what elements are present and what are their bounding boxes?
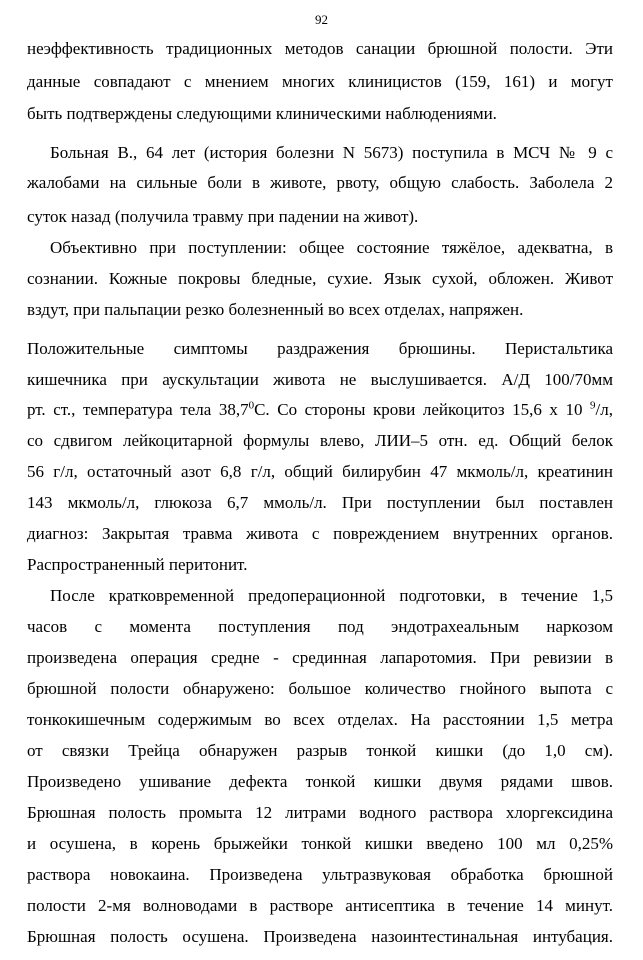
text-line: раствора новокаина. Произведена ультразвуковая обработка брюшной	[27, 865, 613, 884]
text-line: брюшной полости обнаружено: большое количество гнойного выпота с	[27, 679, 613, 698]
text-line: сознании. Кожные покровы бледные, сухие. Язык сухой, обложен. Живот	[27, 269, 613, 288]
text-line: кишечника при аускультации живота не выслушивается. А/Д 100/70мм	[27, 370, 613, 389]
text-line: Произведено ушивание дефекта тонкой кишки двумя рядами швов.	[27, 772, 613, 791]
text-line: 56 г/л, остаточный азот 6,8 г/л, общий билирубин 47 мкмоль/л, креатинин	[27, 462, 613, 481]
text-line: Объективно при поступлении: общее состояние тяжёлое, адекватна, в	[50, 238, 613, 257]
text-segment: /л,	[595, 400, 613, 419]
text-line: неэффективность традиционных методов санации брюшной полости. Эти	[27, 39, 613, 58]
text-line: со сдвигом лейкоцитарной формулы влево, ЛИИ–5 отн. ед. Общий белок	[27, 431, 613, 450]
text-line: Больная В., 64 лет (история болезни N 5673) поступила в МСЧ № 9 с	[50, 143, 613, 162]
text-line: произведена операция средне - срединная лапаротомия. При ревизии в	[27, 648, 613, 667]
text-line: полости 2-мя волноводами в растворе антисептика в течение 14 минут.	[27, 896, 613, 915]
text-line: Брюшная полость промыта 12 литрами водного раствора хлоргексидина	[27, 803, 613, 822]
text-line: от связки Трейца обнаружен разрыв тонкой кишки (до 1,0 см).	[27, 741, 613, 760]
text-line: данные совпадают с мнением многих клиницистов (159, 161) и могут	[27, 72, 613, 91]
text-line: вздут, при пальпации резко болезненный во всех отделах, напряжен.	[27, 300, 524, 319]
text-line: часов с момента поступления под эндотрахеальным наркозом	[27, 617, 613, 636]
text-segment: С. Со стороны крови лейкоцитоз 15,6 х 10	[254, 400, 591, 419]
superscript: 0	[248, 399, 255, 412]
text-line: Распространенный перитонит.	[27, 555, 248, 574]
page-number: 92	[315, 12, 328, 27]
text-line: быть подтверждены следующими клиническими наблюдениями.	[27, 104, 497, 123]
text-line	[27, 399, 613, 421]
text-line: После кратковременной предоперационной подготовки, в течение 1,5	[50, 586, 613, 605]
text-line: Положительные симптомы раздражения брюшины. Перистальтика	[27, 339, 613, 358]
text-line: 143 мкмоль/л, глюкоза 6,7 ммоль/л. При поступлении был поставлен	[27, 493, 613, 512]
text-line: и осушена, в корень брыжейки тонкой кишки введено 100 мл 0,25%	[27, 834, 613, 853]
text-segment: рт. ст., температура тела 38,7	[27, 400, 249, 419]
text-line: жалобами на сильные боли в животе, рвоту, общую слабость. Заболела 2	[27, 173, 613, 192]
text-line: Брюшная полость осушена. Произведена назоинтестинальная интубация.	[27, 927, 613, 946]
text-line: диагноз: Закрытая травма живота с повреждением внутренних органов.	[27, 524, 613, 543]
text-line: тонкокишечным содержимым во всех отделах. На расстоянии 1,5 метра	[27, 710, 613, 729]
text-line: суток назад (получила травму при падении на живот).	[27, 207, 419, 226]
superscript: 9	[590, 399, 596, 412]
